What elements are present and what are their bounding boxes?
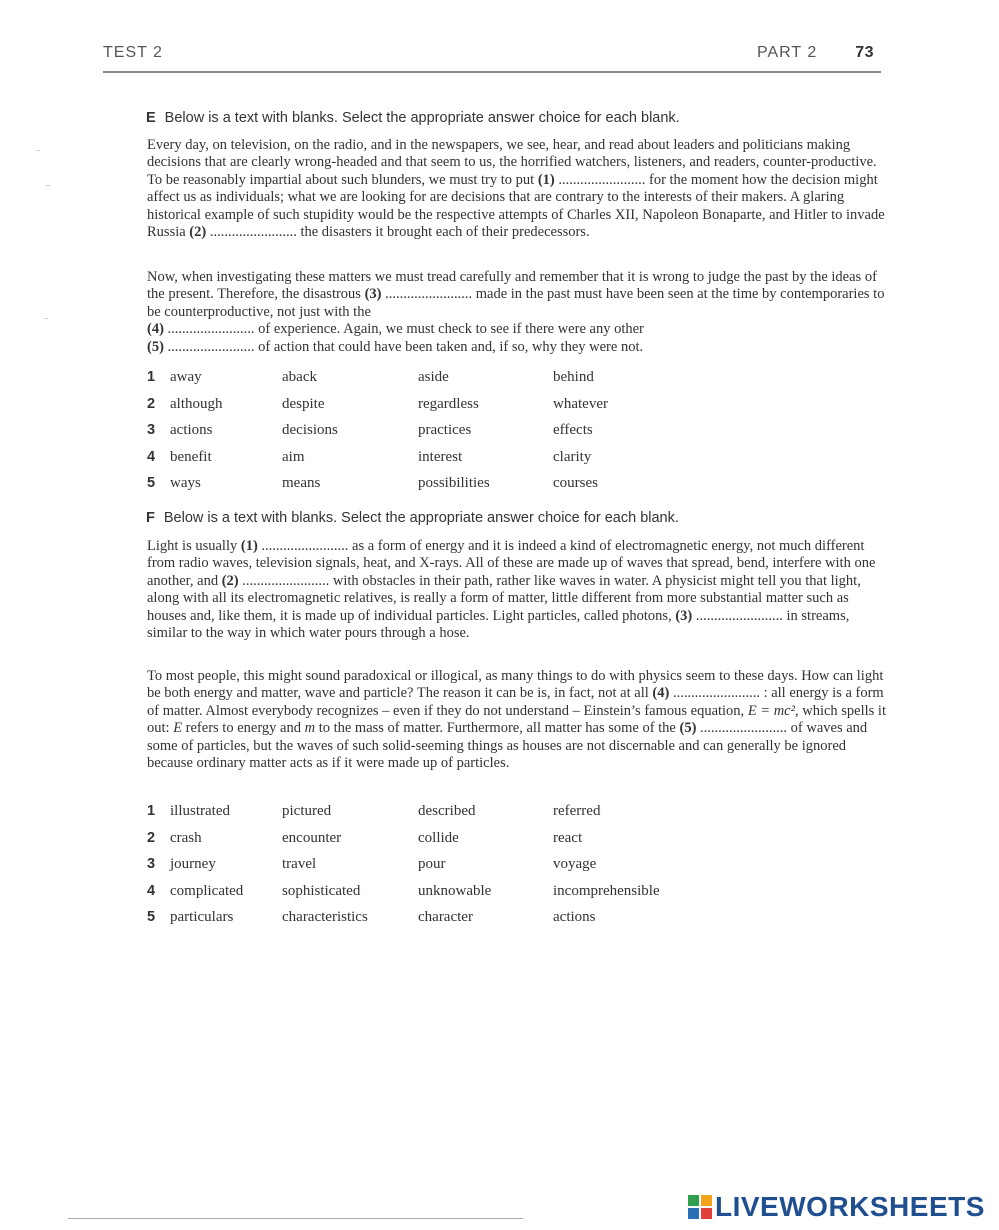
text-run: ........................ of waves and some of particles, but the waves of such solid-seeming things as houses are not discernable and can generally be ignored because ordinary matter acts as if it were made up of particles.: [147, 720, 868, 772]
choice-number: 4: [147, 882, 156, 899]
blank-marker: (2): [221, 572, 239, 589]
section-f-paragraph-1: [147, 538, 887, 642]
choice-option[interactable]: encounter: [282, 829, 342, 846]
choice-option[interactable]: illustrated: [170, 803, 230, 819]
choice-number: 2: [147, 829, 156, 846]
equation: E = mc²: [747, 702, 795, 719]
choice-number: 5: [147, 909, 156, 925]
choice-option[interactable]: clarity: [553, 448, 592, 465]
section-e: [147, 110, 887, 126]
choice-option[interactable]: away: [170, 369, 202, 385]
choice-option[interactable]: whatever: [553, 395, 608, 412]
choice-option[interactable]: practices: [418, 422, 472, 438]
section-e-paragraph-2: [147, 269, 887, 356]
choice-option[interactable]: aim: [282, 448, 305, 465]
section-f: [147, 510, 887, 526]
page-number: 73: [855, 44, 875, 61]
text-run: , which spells it out:: [147, 702, 886, 737]
choice-option[interactable]: pour: [418, 856, 446, 872]
choice-option[interactable]: collide: [418, 829, 459, 846]
choice-option[interactable]: crash: [170, 829, 202, 846]
choice-option[interactable]: decisions: [282, 422, 338, 438]
instruction-text: Below is a text with blanks. Select the appropriate answer choice for each blank.: [163, 510, 679, 526]
choice-option[interactable]: pictured: [282, 803, 332, 819]
text-run: ........................ made in the past must have been seen at the time by contemporaries to be counterproductive, not just with the: [147, 286, 885, 320]
liveworksheets-logo[interactable]: [688, 1191, 985, 1223]
choice-option[interactable]: aside: [418, 369, 449, 385]
choice-option[interactable]: aback: [282, 369, 317, 385]
section-letter: E: [146, 110, 156, 126]
footer-rule: [68, 1218, 523, 1219]
choice-option[interactable]: interest: [418, 448, 463, 465]
choice-option[interactable]: although: [170, 395, 223, 412]
text-run: To most people, this might sound paradoxical or illogical, as many things to do with physics seem to these days. How can light be both energy and matter, wave and particle? The reason it can be is, in fact, not at all: [147, 668, 884, 702]
blank-marker: (5): [147, 338, 164, 355]
choice-option[interactable]: regardless: [418, 395, 479, 412]
blank-marker: (5): [679, 720, 697, 737]
choice-option[interactable]: react: [553, 829, 583, 846]
margin-mark: [36, 150, 40, 151]
choice-option[interactable]: actions: [170, 422, 213, 438]
choice-option[interactable]: actions: [553, 909, 596, 925]
text-run: ........................ of action that could have been taken and, if so, why they were not.: [163, 338, 644, 355]
choice-option[interactable]: journey: [170, 856, 216, 872]
choice-option[interactable]: sophisticated: [282, 882, 361, 899]
instruction-text: Below is a text with blanks. Select the appropriate answer choice for each blank.: [164, 110, 680, 126]
blank-marker: (4): [652, 685, 670, 702]
choice-option[interactable]: particulars: [170, 909, 234, 925]
header-part-label: PART 2: [757, 44, 818, 61]
margin-mark: [44, 318, 48, 319]
text-run: to the mass of matter. Furthermore, all matter has some of the: [315, 720, 680, 737]
text-run: ........................ of experience. Again, we must check to see if there were any other: [163, 321, 644, 338]
header-rule: [103, 71, 881, 73]
liveworksheets-logo-icon: [688, 1195, 712, 1219]
choice-option[interactable]: unknowable: [418, 882, 492, 899]
choice-option[interactable]: courses: [553, 475, 598, 491]
blank-marker: (2): [189, 224, 207, 241]
choice-option[interactable]: incomprehensible: [553, 882, 660, 899]
choice-option[interactable]: voyage: [553, 856, 597, 872]
blank-marker: (1): [537, 171, 555, 188]
choice-number: 2: [147, 395, 156, 412]
text-run: Light is usually: [147, 538, 241, 554]
section-letter: F: [146, 510, 155, 526]
header-part: [757, 44, 874, 62]
choice-option[interactable]: complicated: [170, 882, 244, 899]
choice-number: 4: [147, 448, 156, 465]
choice-option[interactable]: characteristics: [282, 909, 368, 925]
choice-number: 5: [147, 475, 156, 491]
choice-option[interactable]: ways: [170, 475, 201, 491]
choice-number: 3: [147, 422, 156, 438]
variable-e: E: [173, 720, 183, 737]
choice-option[interactable]: behind: [553, 369, 594, 385]
blank-marker: (4): [147, 321, 164, 338]
text-run: Every day, on television, on the radio, and in the newspapers, we see, hear, and read about leaders and politicians making decisions that are clearly wrong-headed and that seem to us, the horrified watchers, listeners, and readers, counter-productive. To be reasonably impartial about such blunders, we must try to put: [147, 137, 877, 188]
choice-option[interactable]: despite: [282, 395, 325, 412]
text-run: ........................ in streams, similar to the way in which water pours through a hose.: [147, 607, 850, 642]
choice-option[interactable]: benefit: [170, 448, 212, 465]
section-f-paragraph-2: [147, 668, 887, 772]
choice-number: 3: [147, 856, 156, 872]
choice-option[interactable]: effects: [553, 422, 593, 438]
text-run: ........................ for the moment how the decision might affect us as individuals; what we are looking for are decisions that are contrary to the interests of their makers. A glaring historical example of such stupidity would be the respective attempts of Charles XII, Napoleon Bonaparte, and Hitler to invade Russia: [147, 171, 885, 241]
blank-marker: (1): [240, 538, 258, 554]
section-e-instruction: [147, 110, 887, 126]
section-f-instruction: [147, 510, 887, 526]
choice-option[interactable]: possibilities: [418, 475, 490, 491]
blank-marker: (3): [675, 607, 693, 624]
text-run: ........................ the disasters it brought each of their predecessors.: [206, 224, 590, 241]
text-run: ........................ with obstacles in their path, rather like waves in water. A physicist might tell you that light, along with all its electromagnetic relatives, is really a form of matter, little different from more substantial matter such as houses and, like them, it is made up of individual particles. Light particles, called photons,: [147, 572, 861, 624]
text-run: ........................ as a form of energy and it is indeed a kind of electromagnetic energy, not much different from radio waves, television signals, heat, and X-rays. All of these are made up of waves that spread, bend, interfere with one another, and: [147, 538, 876, 589]
text-run: ........................ : all energy is a form of matter. Almost everybody recognizes – even if they do not understand – Einstein’s famous equation,: [147, 685, 884, 719]
text-run: refers to energy and: [182, 720, 305, 737]
choice-number: 1: [147, 369, 156, 385]
text-run: Now, when investigating these matters we must tread carefully and remember that it is wrong to judge the past by the ideas of the present. Therefore, the disastrous: [147, 269, 877, 303]
choice-number: 1: [147, 803, 156, 819]
variable-m: m: [304, 720, 316, 737]
section-e-paragraph-1: [147, 137, 887, 241]
logo-text: LIVEWORKSHEETS: [715, 1191, 985, 1222]
choice-option[interactable]: described: [418, 803, 476, 819]
header-test-label: TEST 2: [103, 44, 163, 61]
blank-marker: (3): [364, 286, 382, 303]
choice-option[interactable]: referred: [553, 803, 601, 819]
choice-option[interactable]: character: [418, 909, 473, 925]
choice-option[interactable]: means: [282, 475, 321, 491]
margin-mark: [46, 185, 50, 186]
choice-option[interactable]: travel: [282, 856, 317, 872]
